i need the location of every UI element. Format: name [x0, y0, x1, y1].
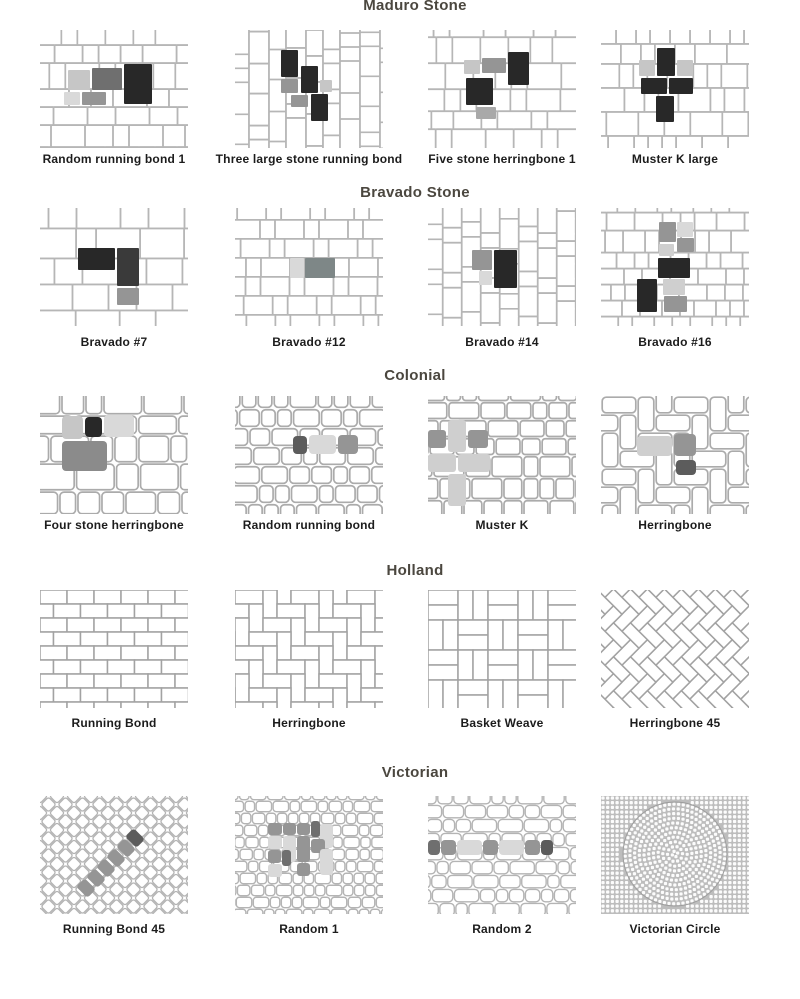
pattern-label: Bravado #12 — [272, 335, 346, 349]
pattern-tile-herringbone[interactable] — [235, 590, 383, 708]
pattern-tile-victorian-circle[interactable] — [601, 796, 749, 914]
pattern-label: Bravado #16 — [638, 335, 712, 349]
pattern-label: Random 2 — [472, 922, 532, 936]
pattern-tile-five-stone-herringbone-1[interactable] — [428, 30, 576, 148]
section-title-maduro-stone: Maduro Stone — [363, 0, 467, 14]
section-title-bravado-stone: Bravado Stone — [360, 184, 470, 201]
pattern-label: Random 1 — [279, 922, 339, 936]
pattern-tile-random-2[interactable] — [428, 796, 576, 914]
pattern-tile-four-stone-herringbone[interactable] — [40, 396, 188, 514]
pattern-thumbnail — [235, 30, 383, 148]
pattern-thumbnail — [601, 590, 749, 708]
pattern-label: Basket Weave — [460, 716, 544, 730]
pattern-thumbnail — [235, 590, 383, 708]
pattern-thumbnail — [601, 396, 749, 514]
pattern-tile-muster-k[interactable] — [428, 396, 576, 514]
pattern-label: Running Bond — [71, 716, 157, 730]
pattern-tile-basket-weave[interactable] — [428, 590, 576, 708]
highlight-stones — [290, 258, 335, 278]
pattern-label: Muster K — [475, 518, 529, 532]
pattern-label: Bravado #7 — [80, 335, 148, 349]
highlight-stones — [428, 840, 553, 855]
pattern-thumbnail — [235, 396, 383, 514]
pattern-tile-three-large-stone-running-bond[interactable] — [235, 30, 383, 148]
pattern-label: Muster K large — [631, 152, 719, 166]
pattern-thumbnail — [601, 30, 749, 148]
pattern-thumbnail — [235, 208, 383, 326]
pattern-label: Bravado #14 — [465, 335, 539, 349]
highlight-stones — [293, 435, 358, 454]
pattern-tile-running-bond-45[interactable] — [40, 796, 188, 914]
pattern-label: Herringbone — [638, 518, 712, 532]
pattern-tile-random-running-bond-1[interactable] — [40, 30, 188, 148]
pattern-thumbnail — [428, 30, 576, 148]
pattern-thumbnail — [40, 208, 188, 326]
section-title-colonial: Colonial — [384, 367, 446, 384]
pattern-tile-bravado-12[interactable] — [235, 208, 383, 326]
pattern-label: Five stone herringbone 1 — [428, 152, 576, 166]
pattern-thumbnail — [40, 796, 188, 914]
pattern-thumbnail — [428, 590, 576, 708]
pattern-thumbnail — [601, 208, 749, 326]
pattern-label: Herringbone 45 — [629, 716, 721, 730]
pattern-thumbnail — [40, 30, 188, 148]
pattern-thumbnail — [428, 396, 576, 514]
highlight-stones — [268, 821, 333, 877]
pattern-tile-herringbone-45[interactable] — [601, 590, 749, 708]
pattern-tile-bravado-14[interactable] — [428, 208, 576, 326]
pattern-thumbnail — [428, 796, 576, 914]
pattern-thumbnail — [601, 796, 749, 914]
pattern-tile-herringbone[interactable] — [601, 396, 749, 514]
pattern-tile-running-bond[interactable] — [40, 590, 188, 708]
pattern-tile-bravado-7[interactable] — [40, 208, 188, 326]
pattern-label: Random running bond — [242, 518, 376, 532]
pattern-tile-muster-k-large[interactable] — [601, 30, 749, 148]
pattern-label: Three large stone running bond — [215, 152, 403, 166]
pattern-label: Running Bond 45 — [62, 922, 166, 936]
pattern-thumbnail — [40, 396, 188, 514]
pattern-thumbnail — [428, 208, 576, 326]
pattern-label: Victorian Circle — [629, 922, 721, 936]
pattern-label: Random running bond 1 — [42, 152, 186, 166]
pattern-tile-random-running-bond[interactable] — [235, 396, 383, 514]
section-title-holland: Holland — [386, 562, 444, 579]
pattern-label: Herringbone — [272, 716, 346, 730]
pattern-thumbnail — [40, 590, 188, 708]
pattern-label: Four stone herringbone — [44, 518, 184, 532]
pattern-tile-bravado-16[interactable] — [601, 208, 749, 326]
pattern-thumbnail — [235, 796, 383, 914]
section-title-victorian: Victorian — [381, 764, 449, 781]
pattern-tile-random-1[interactable] — [235, 796, 383, 914]
